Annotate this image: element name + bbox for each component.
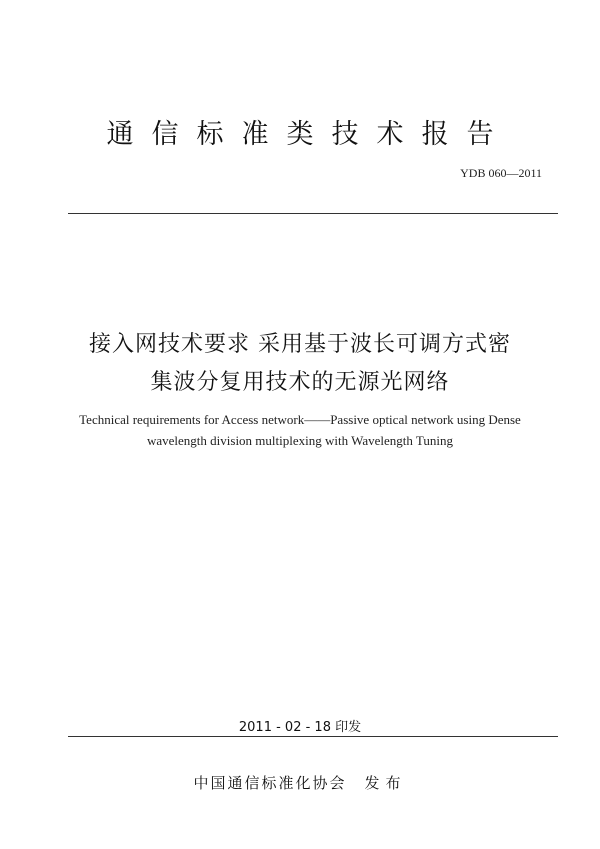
english-title-line-2: wavelength division multiplexing with Wavelength Tuning — [146, 433, 453, 448]
report-series-title: 通信标准类技术报告 — [106, 119, 512, 150]
publisher-name: 中国通信标准化协会 — [193, 774, 347, 792]
document-number: YDB 060—2011 — [460, 166, 542, 180]
top-divider — [68, 213, 558, 214]
english-title-line-1: Technical requirements for Access network——Passive optical network using Dense — [79, 412, 521, 427]
issue-date: 2011 - 02 - 18 印发 — [238, 720, 362, 735]
issue-label: 发布 — [364, 774, 407, 792]
chinese-title-line-1: 接入网技术要求 采用基于波长可调方式密 — [89, 332, 511, 357]
chinese-title-line-2: 集波分复用技术的无源光网络 — [150, 370, 450, 395]
publisher-line — [0, 772, 600, 793]
bottom-divider — [68, 736, 558, 737]
